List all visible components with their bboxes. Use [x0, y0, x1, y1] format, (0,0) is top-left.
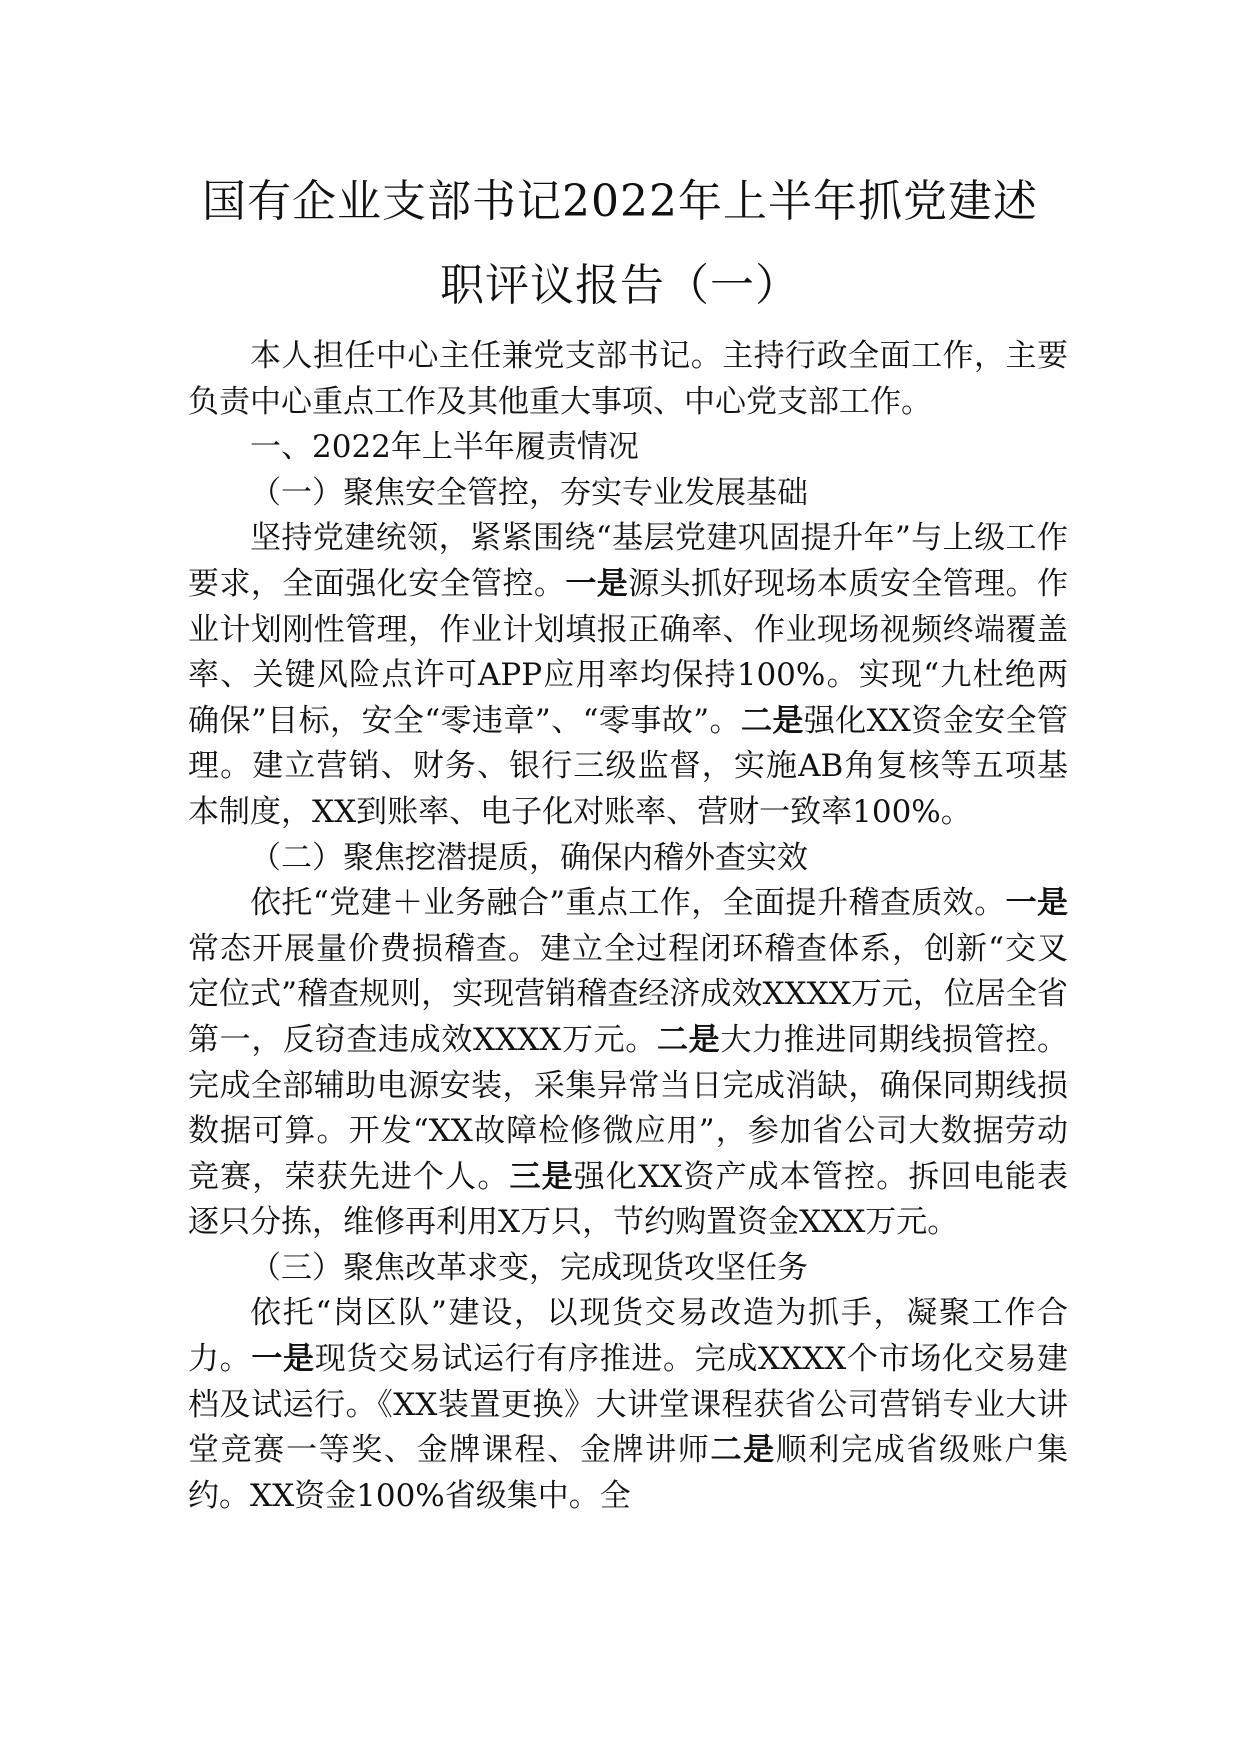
paragraph-text: 源头抓好现场本质安全管理。作业计划刚性管理，作业计划填报正确率、作业现场视频终端覆盖率、关键风险点许可APP应用率均保持100%。实现“九杜绝两确保”目标，安全“零违章”、“零事故”。 [188, 565, 1069, 739]
document-title-line-1: 国有企业支部书记2022年上半年抓党建述 [202, 176, 1038, 227]
subsection-1-heading: （一）聚焦安全管控，夯实专业发展基础 [250, 474, 808, 511]
lead-phrase: 一是 [1005, 885, 1068, 922]
paragraph-text: 顺利完成省级账户集约。XX资金100%省级集中。全 [188, 1432, 1069, 1514]
paragraph-text: 依托“党建＋业务融合”重点工作，全面提升稽查质效。 [250, 885, 1006, 922]
subsection-3-paragraph [188, 1291, 1068, 1519]
paragraph-text: 坚持党建统领，紧紧围绕“基层党建巩固提升年”与上级工作要求，全面强化安全管控。 [188, 520, 1068, 602]
subsection-3-heading: （三）聚焦改革求变，完成现货攻坚任务 [250, 1249, 808, 1286]
lead-phrase: 一是 [251, 1341, 315, 1378]
intro-paragraph: 本人担任中心主任兼党支部书记。主持行政全面工作，主要负责中心重点工作及其他重大事项、中心党支部工作。 [188, 338, 1068, 420]
paragraph-text: 常态开展量价费损稽查。建立全过程闭环稽查体系，创新“交叉定位式”稽查规则，实现营销稽查经济成效XXXX万元，位居全省第一，反窃查违成效XXXX万元。 [188, 930, 1068, 1058]
document-title-line-2: 职评议报告（一） [440, 260, 800, 311]
section-1-heading: 一、2022年上半年履责情况 [250, 429, 639, 466]
paragraph-text: 现货交易试运行有序推进。完成XXXX个市场化交易建档及试运行。《XX装置更换》大讲堂课程获省公司营销专业大讲堂竞赛一等奖、金牌课程、金牌讲师 [188, 1341, 1069, 1469]
subsection-2-paragraph [188, 881, 1068, 1246]
paragraph-text: 大力推进同期线损管控。完成全部辅助电源安装，采集异常当日完成消缺，确保同期线损数据可算。开发“XX故障检修微应用”，参加省公司大数据劳动竞赛，荣获先进个人。 [188, 1021, 1069, 1195]
paragraph-text: 依托“岗区队”建设，以现货交易改造为抓手，凝聚工作合力。 [188, 1295, 1068, 1378]
document-body [188, 334, 1068, 1519]
lead-phrase: 一是 [565, 565, 629, 602]
subsection-2-heading: （二）聚焦挖潜提质，确保内稽外查实效 [250, 839, 808, 876]
lead-phrase: 三是 [509, 1158, 574, 1195]
lead-phrase: 二是 [656, 1021, 721, 1058]
lead-phrase: 二是 [710, 1432, 776, 1469]
subsection-1-paragraph [188, 516, 1068, 835]
lead-phrase: 二是 [740, 702, 804, 739]
paragraph-text: 强化XX资金安全管理。建立营销、财务、银行三级监督，实施AB角复核等五项基本制度，XX到账率、电子化对账率、营财一致率100%。 [188, 702, 1068, 830]
paragraph-text: 强化XX资产成本管控。拆回电能表逐只分拣，维修再利用X万只，节约购置资金XXX万元。 [188, 1158, 1068, 1241]
